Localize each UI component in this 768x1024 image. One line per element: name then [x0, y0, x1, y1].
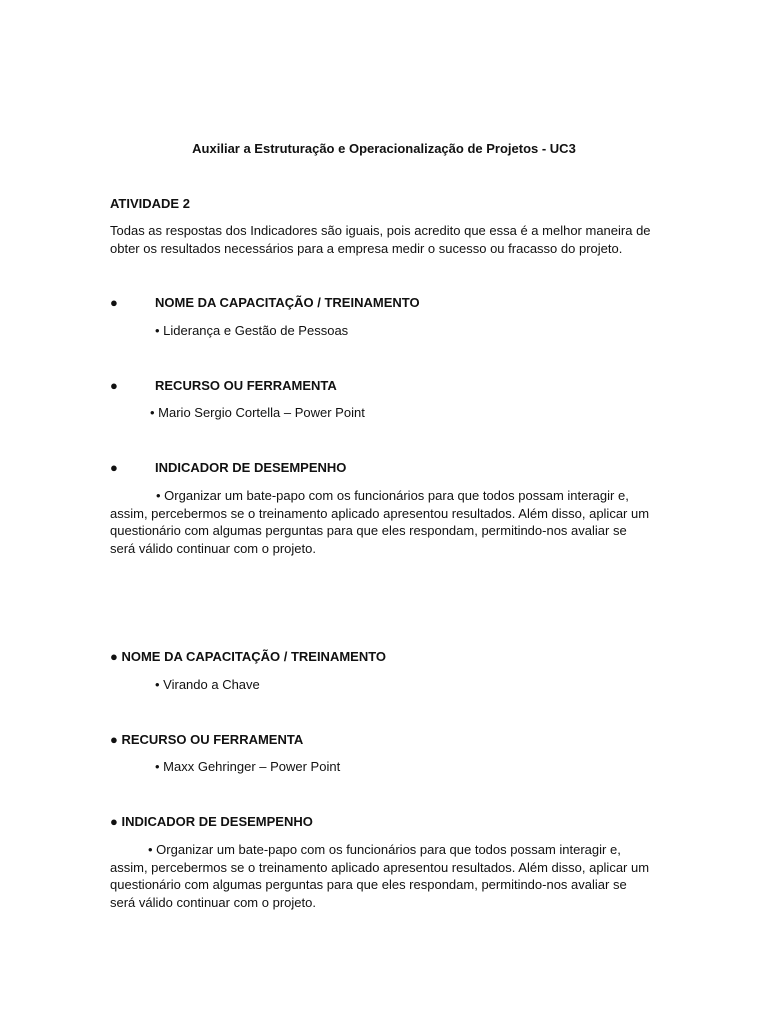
- training-name-heading-2: ● NOME DA CAPACITAÇÃO / TREINAMENTO: [110, 649, 387, 664]
- resource-value: • Mario Sergio Cortella – Power Point: [150, 405, 365, 420]
- intro-paragraph: Todas as respostas dos Indicadores são iguais, pois acredito que essa é a melhor maneira de obter os resultados necessários para a empresa medir o sucesso ou fracasso do projeto.: [110, 223, 651, 256]
- training-name-value: • Liderança e Gestão de Pessoas: [155, 323, 349, 338]
- performance-indicator-value: • Organizar um bate-papo com os funcionários para que todos possam interagir e, assim, percebermos se o treinamento aplicado apresentou resultados. Além disso, aplicar um questionário com algumas perguntas para que eles respondam, permitindo-nos avaliar se será válido continuar com o projeto.: [110, 488, 650, 556]
- performance-indicator-value-2: • Organizar um bate-papo com os funcionários para que todos possam interagir e, assim, percebermos se o treinamento aplicado apresentou resultados. Além disso, aplicar um questionário com algumas perguntas para que eles respondam, permitindo-nos avaliar se será válido continuar com o projeto.: [110, 842, 650, 910]
- resource-value-2: • Maxx Gehringer – Power Point: [155, 759, 341, 774]
- training-name-heading: NOME DA CAPACITAÇÃO / TREINAMENTO: [155, 295, 420, 310]
- performance-indicator-heading: INDICADOR DE DESEMPENHO: [155, 460, 347, 475]
- performance-indicator-heading-2: ● INDICADOR DE DESEMPENHO: [110, 814, 313, 829]
- training-name-value-2: • Virando a Chave: [155, 677, 260, 692]
- bullet-marker: ●: [110, 295, 118, 310]
- document-title: Auxiliar a Estruturação e Operacionalização de Projetos - UC3: [192, 141, 576, 156]
- resource-heading: RECURSO OU FERRAMENTA: [155, 378, 337, 393]
- bullet-marker: ●: [110, 460, 118, 475]
- resource-heading-2: ● RECURSO OU FERRAMENTA: [110, 732, 304, 747]
- activity-heading: ATIVIDADE 2: [110, 196, 190, 211]
- bullet-marker: ●: [110, 378, 118, 393]
